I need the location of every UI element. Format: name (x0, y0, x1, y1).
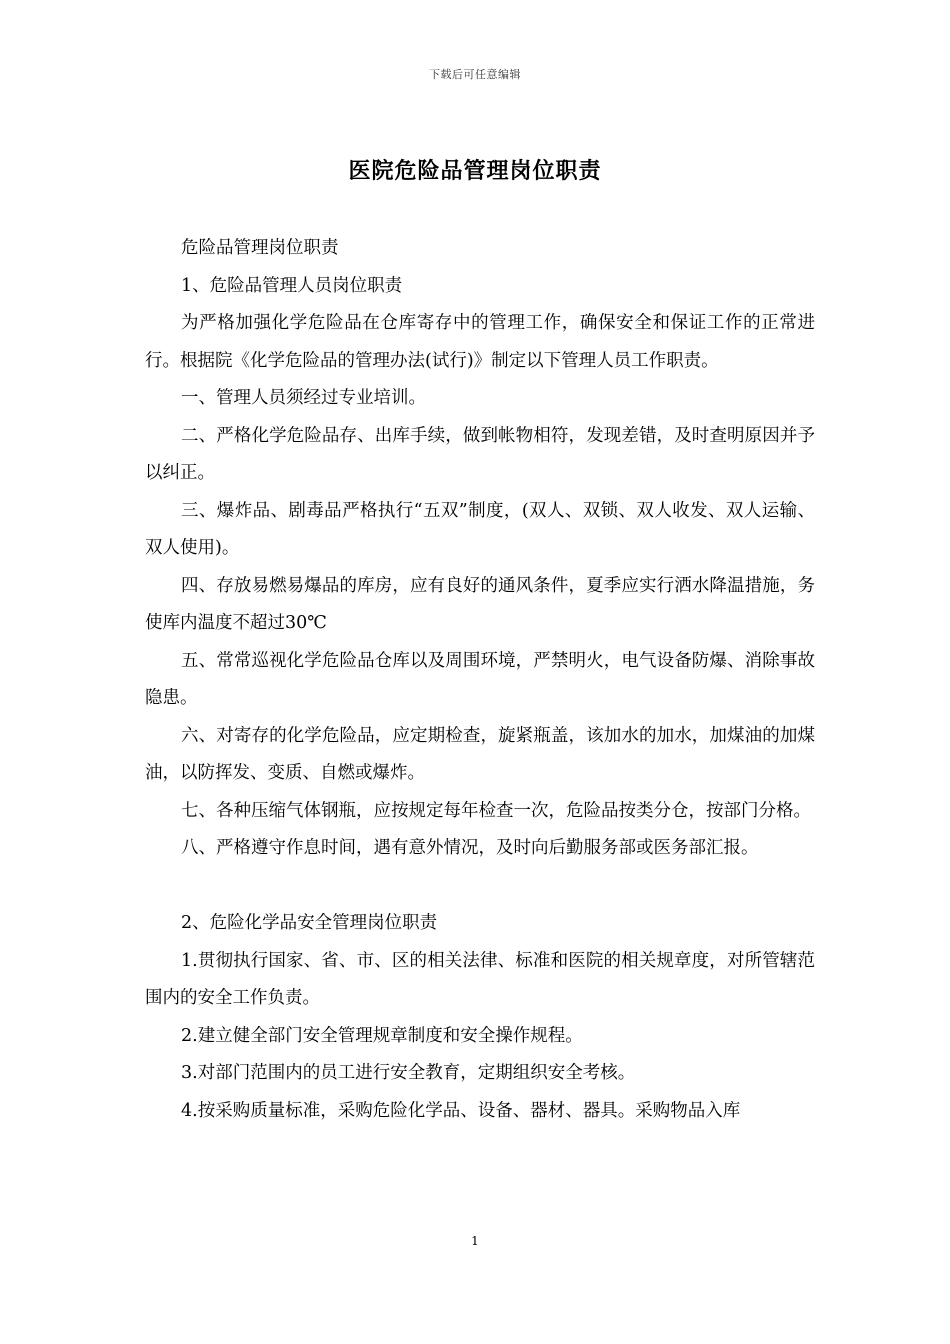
safety-item-3: 3.对部门范围内的员工进行安全教育，定期组织安全考核。 (181, 1063, 636, 1083)
subsection-heading-2: 2、危险化学品安全管理岗位职责 (181, 913, 438, 933)
duty-item-1: 一、管理人员须经过专业培训。 (181, 388, 426, 408)
duty-item-5: 五、常常巡视化学危险品仓库以及周围环境，严禁明火，电气设备防爆、消除事故隐患。 (145, 650, 815, 708)
duty-item-7: 七、各种压缩气体钢瓶，应按规定每年检查一次，危险品按类分仓，按部门分格。 (181, 800, 811, 821)
paragraph-spacer (145, 868, 815, 906)
duty-item-2: 二、严格化学危险品存、出库手续，做到帐物相符，发现差错，及时查明原因并予以纠正。 (145, 425, 815, 483)
duty-item-4: 四、存放易燃易爆品的库房，应有良好的通风条件，夏季应实行洒水降温措施，务使库内温度不超过30℃ (145, 575, 815, 633)
subsection-heading-1: 1、危险品管理人员岗位职责 (181, 275, 403, 296)
section-heading: 危险品管理岗位职责 (181, 238, 339, 258)
safety-item-4: 4.按采购质量标准，采购危险化学品、设备、器材、器具。采购物品入库 (181, 1100, 741, 1121)
page-number: 1 (471, 1234, 479, 1248)
duty-item-6: 六、对寄存的化学危险品，应定期检查，旋紧瓶盖，该加水的加水，加煤油的加煤油，以防挥发、变质、自燃或爆炸。 (145, 725, 815, 783)
duty-item-8: 八、严格遵守作息时间，遇有意外情况，及时向后勤服务部或医务部汇报。 (181, 838, 759, 858)
intro-paragraph: 为严格加强化学危险品在仓库寄存中的管理工作，确保安全和保证工作的正常进行。根据院《化学危险品的管理办法(试行)》制定以下管理人员工作职责。 (145, 313, 815, 371)
document-title: 医院危险品管理岗位职责 (348, 158, 602, 184)
safety-item-2: 2.建立健全部门安全管理规章制度和安全操作规程。 (181, 1025, 583, 1046)
document-body (145, 230, 815, 1130)
duty-item-3: 三、爆炸品、剧毒品严格执行“五双”制度，(双人、双锁、双人收发、双人运输、双人使用)。 (145, 500, 815, 558)
page-header-note: 下载后可任意编辑 (429, 68, 521, 81)
safety-item-1: 1.贯彻执行国家、省、市、区的相关法律、标准和医院的相关规章度，对所管辖范围内的安全工作负责。 (145, 950, 815, 1008)
